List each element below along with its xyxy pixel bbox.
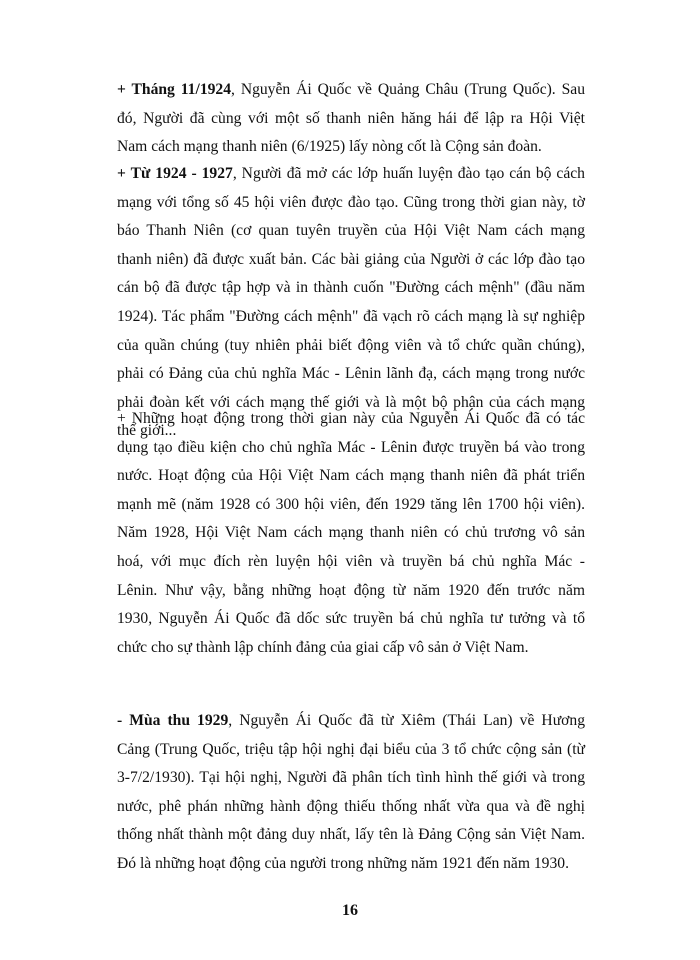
line-text: 1930, Nguyễn Ái Quốc đã dốc sức truyền bá chủ nghĩa tư tưởng và tổ <box>117 610 585 628</box>
line-text: + Những hoạt động trong thời gian này của Nguyễn Ái Quốc đã có tác <box>117 410 585 427</box>
text-line <box>117 438 585 458</box>
line-text: , Người đã mở các lớp huấn luyện đào tạo cán bộ cách <box>232 165 585 182</box>
text-line <box>117 638 585 658</box>
line-text: thanh niên) đã được xuất bản. Các bài giảng của Người ở các lớp đào tạo <box>117 250 585 268</box>
line-text: mạnh mẽ (năm 1928 có 300 hội viên, đến 1929 tăng lên 1700 hội viên). <box>117 495 585 513</box>
text-line <box>117 711 585 731</box>
text-line <box>117 364 585 384</box>
line-text: dụng tạo điều kiện cho chủ nghĩa Mác - Lênin được truyền bá vào trong <box>117 438 585 456</box>
text-line <box>117 825 585 845</box>
paragraph-lead: - Mùa thu 1929 <box>117 712 229 729</box>
line-text: của quần chúng (tuy nhiên phải biết động viên và tổ chức quần chúng), <box>117 336 585 354</box>
text-line <box>117 164 585 184</box>
line-text: 3-7/2/1930). Tại hội nghị, Người đã phân tích tình hình thế giới và trong <box>117 769 585 787</box>
line-text: 1924). Tác phẩm "Đường cách mệnh" đã vạch rõ cách mạng là sự nghiệp <box>117 308 585 325</box>
line-text: phải có Đảng của chủ nghĩa Mác - Lênin lãnh đạ, cách mạng trong nước <box>117 365 585 383</box>
line-text: Lênin. Như vậy, bằng những hoạt động từ năm 1920 đến trước năm <box>117 581 585 599</box>
line-text: Cảng (Trung Quốc, triệu tập hội nghị đại biểu của 3 tổ chức cộng sản (từ <box>117 740 585 758</box>
paragraph-lead: + Từ 1924 - 1927 <box>117 165 233 182</box>
line-text: Nam cách mạng thanh niên (6/1925) lấy nòng cốt là Cộng sản đoàn. <box>117 138 542 156</box>
line-text: Đó là những hoạt động của người trong những năm 1921 đến năm 1930. <box>117 855 569 872</box>
text-line <box>117 250 585 270</box>
text-line <box>117 409 585 429</box>
text-line <box>117 854 585 874</box>
line-text: , Nguyễn Ái Quốc về Quảng Châu (Trung Quốc). Sau <box>231 81 585 98</box>
page-number: 16 <box>342 902 358 919</box>
text-line <box>117 278 585 298</box>
text-line <box>117 221 585 241</box>
text-line <box>117 523 585 543</box>
line-text: thống nhất thành một đảng duy nhất, lấy tên là Đảng Cộng sản Việt Nam. <box>117 826 585 844</box>
text-line <box>117 307 585 327</box>
paragraph-lead: + Tháng 11/1924 <box>117 81 232 98</box>
line-text: , Nguyễn Ái Quốc đã từ Xiêm (Thái Lan) về Hương <box>228 712 585 729</box>
line-text: báo Thanh Niên (cơ quan tuyên truyền của Hội Việt Nam cách mạng <box>117 222 585 240</box>
text-line <box>117 466 585 486</box>
text-line <box>117 768 585 788</box>
text-line <box>117 609 585 629</box>
text-line <box>117 495 585 515</box>
text-line <box>117 581 585 601</box>
text-line <box>117 797 585 817</box>
line-text: nước. Hoạt động của Hội Việt Nam cách mạng thanh niên đã phát triển <box>117 467 585 485</box>
text-line <box>117 80 585 100</box>
line-text: mạng với tổng số 45 hội viên được đào tạo. Cũng trong thời gian này, tờ <box>117 193 585 211</box>
text-line <box>117 552 585 572</box>
line-text: thế giới... <box>117 422 177 440</box>
text-line <box>117 193 585 213</box>
text-line <box>117 137 585 157</box>
line-text: Năm 1928, Hội Việt Nam cách mạng thanh niên có chủ trương vô sản <box>117 524 585 542</box>
line-text: đó, Người đã cùng với một số thanh niên hăng hái để lập ra Hội Việt <box>117 109 585 127</box>
text-line <box>117 109 585 129</box>
line-text: nước, phê phán những hành động thiếu thống nhất vừa qua và đề nghị <box>117 797 585 815</box>
line-text: phải đoàn kết với cách mạng thế giới và là một bộ phận của cách mạng <box>117 393 585 411</box>
text-line <box>117 336 585 356</box>
line-text: chức cho sự thành lập chính đảng của giai cấp vô sản ở Việt Nam. <box>117 638 529 656</box>
line-text: hoá, với mục đích rèn luyện hội viên và truyền bá chủ nghĩa Mác - <box>117 553 585 570</box>
line-text: cán bộ đã được tập hợp và in thành cuốn "Đường cách mệnh" (đầu năm <box>117 279 585 297</box>
text-line <box>117 740 585 760</box>
